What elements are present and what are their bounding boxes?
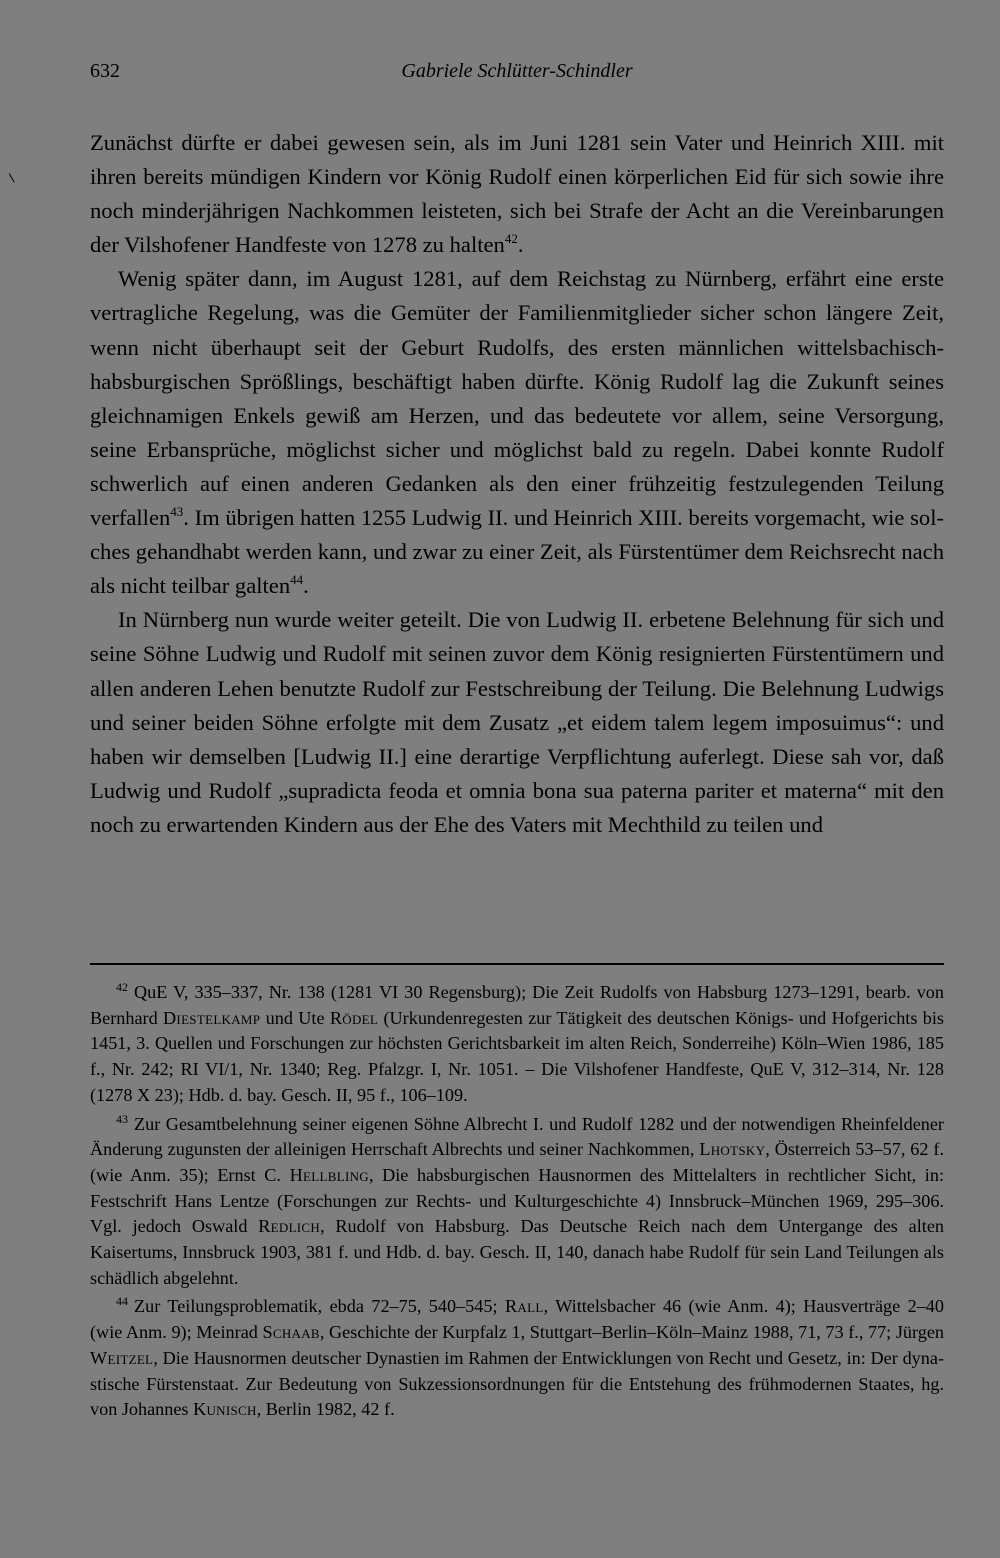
paragraph-text: Zunächst dürfte er dabei gewesen sein, als im Juni 1281 sein Vater und Heinrich XIII. mit ihren bereits mündigen Kindern vor König Rudolf einen körperlichen Eid für sich sowie ihre noch minderjährigen Nachkommen leisteten, sich bei Strafe der Acht an die Vereinbarungen der Vilshofener Handfeste von 1278 zu halten [90, 130, 944, 258]
footnote-text: , Rudolf von Habsburg. Das Deutsche Reich nach dem Untergange des alten Kaisertums, Innsbruck 1903, 381 f. und Hdb. d. bay. Gesch. II, 140, danach habe Rudolf für sein Land Teilungen als schädlich abgelehnt. [90, 1216, 945, 1288]
footnote-43 [90, 1112, 944, 1292]
footnote-ref-43[interactable]: 43 [170, 504, 184, 520]
footnote-text: (Urkundenregesten zur Tätigkeit des deutschen Königs- und Hofgerichts bis 1451, 3. Quellen und Forschungen zur höchsten Gerichtsbarkeit im alten Reich, Sonderreihe) Köln–Wien 1986, 185 f., Nr. 242; RI VI/1, Nr. 1340; Reg. Pfalzgr. I, Nr. 1051. – Die Vilshofener Handfeste, QuE V, 312–314, Nr. 128 (1278 X 23); Hdb. d. bay. Gesch. II, 95 f., 106–109. [90, 1007, 944, 1105]
footnote-text: Zur Teilungsproblematik, ebda 72–75, 540–545; [134, 1296, 505, 1317]
footnote-text: , Berlin 1982, 42 f. [256, 1399, 395, 1420]
footnote-text: , Die Hausnormen deutscher Dynastien im Rahmen der Entwicklungen von Recht und Gesetz, in: Der dynastische Fürstenstaat. Zur Bedeutung von Sukzessionsordnungen für die Entstehung des frühmodernen Staates, hg. von Johannes [90, 1347, 944, 1420]
footnote-divider [90, 963, 944, 965]
paragraph-text: In Nürnberg nun wurde weiter geteilt. Die von Ludwig II. erbetene Belehnung für sich und seine Söhne Ludwig und Rudolf mit seinen zuvor dem König resignierten Fürstentümern und allen anderen Lehen benutzte Rudolf zur Festschreibung der Teilung. Die Belehnung Ludwigs und seiner beiden Söhne erfolgte mit dem Zusatz „et eidem talem legem imposuimus“: und haben wir demselben [Ludwig II.] eine derartige Verpflichtung auferlegt. Diese sah vor, daß Ludwig und Rudolf „supradicta feoda et omnia bona sua paterna pariter et materna“ mit den noch zu erwartenden Kindern aus der Ehe des Vaters mit Mechthild zu teilen und [90, 607, 944, 837]
paragraph-1 [90, 126, 944, 262]
running-title: Gabriele Schlütter-Schindler [401, 60, 633, 82]
footnote-text: QuE V, 335–337, Nr. 138 (1281 VI 30 Regensburg); Die Zeit Rudolfs von Habsburg 1273–1291, bearb. von Bernhard [90, 982, 944, 1028]
main-text [90, 126, 944, 842]
footnote-text: Zur Gesamtbelehnung seiner eigenen Söhne Albrecht I. und Rudolf 1282 und der notwendigen Rheinfeldener Änderung zugunsten der alleinigen Herrschaft Albrechts und seiner Nachkommen, [90, 1113, 944, 1160]
footnote-number: 42 [116, 980, 128, 994]
footnote-ref-42[interactable]: 42 [504, 231, 518, 247]
footnote-number: 43 [116, 1111, 128, 1126]
footnote-text: , Die habsburgischen Hausnormen des Mittelalters in rechtlicher Sicht, in: Festschrift Hans Lentze (Forschungen zur Rechts- und Kulturgeschichte 4) Innsbruck–München 1969, 295–306. Vgl. jedoch Oswald [90, 1164, 945, 1237]
author-name: Redlich [258, 1216, 321, 1237]
footnote-number: 44 [116, 1294, 128, 1309]
paragraph-3 [90, 603, 944, 842]
author-name: Schaab [262, 1322, 320, 1343]
footnote-42 [90, 980, 944, 1109]
footnote-text: , Geschichte der Kurpfalz 1, Stuttgart–Berlin–Köln–Mainz 1988, 71, 73 f., 77; Jürgen [319, 1322, 944, 1343]
author-name: Rödel [329, 1007, 379, 1028]
margin-mark [9, 171, 18, 182]
author-name: Rall [504, 1296, 544, 1317]
footnote-text: , Wittelsbacher 46 (wie Anm. 4); Hausverträge 2–40 (wie Anm. 9); Meinrad [90, 1296, 944, 1343]
author-name: Kunisch [193, 1399, 257, 1420]
footnote-44 [90, 1294, 944, 1423]
author-name: Hellbling [289, 1164, 369, 1185]
author-name: Weitzel [90, 1347, 154, 1368]
footnote-text: und Ute [260, 1007, 330, 1028]
footnote-text: , Österreich 53–57, 62 f. (wie Anm. 35); Ernst C. [90, 1139, 944, 1185]
page-number: 632 [90, 60, 120, 82]
paragraph-text: . [303, 573, 309, 599]
paragraph-text: Wenig später dann, im August 1281, auf dem Reichstag zu Nürnberg, erfährt eine erste vertragliche Regelung, was die Gemüter der Familienmitglieder sicher schon längere Zeit, wenn nicht überhaupt seit der Geburt Rudolfs, des ersten männlichen wittelsbachisch-habsburgischen Sprößlings, beschäftigt haben dürfte. König Rudolf lag die Zukunft seines gleichnamigen Enkels gewiß am Herzen, und das bedeutete vor allem, seine Versorgung, seine Erbansprüche, möglichst sicher und möglichst bald zu regeln. Dabei konnte Rudolf schwerlich auf einen anderen Gedanken als den einer frühzeitig festzulegenden Teilung verfallen [90, 266, 944, 531]
paragraph-text: . [517, 232, 524, 258]
page-header [90, 60, 944, 90]
paragraph-text: . Im übrigen hatten 1255 Ludwig II. und Heinrich XIII. bereits vorgemacht, wie solches gehandhabt werden kann, und zwar zu einer Zeit, als Fürstentümer dem Reichsrecht nach als nicht teilbar galten [90, 505, 944, 599]
footnote-ref-44[interactable]: 44 [290, 572, 304, 588]
author-name: Diestelkamp [163, 1007, 261, 1028]
paragraph-2 [90, 262, 944, 603]
author-name: Lhotsky [699, 1139, 766, 1160]
footnotes [90, 980, 944, 1426]
